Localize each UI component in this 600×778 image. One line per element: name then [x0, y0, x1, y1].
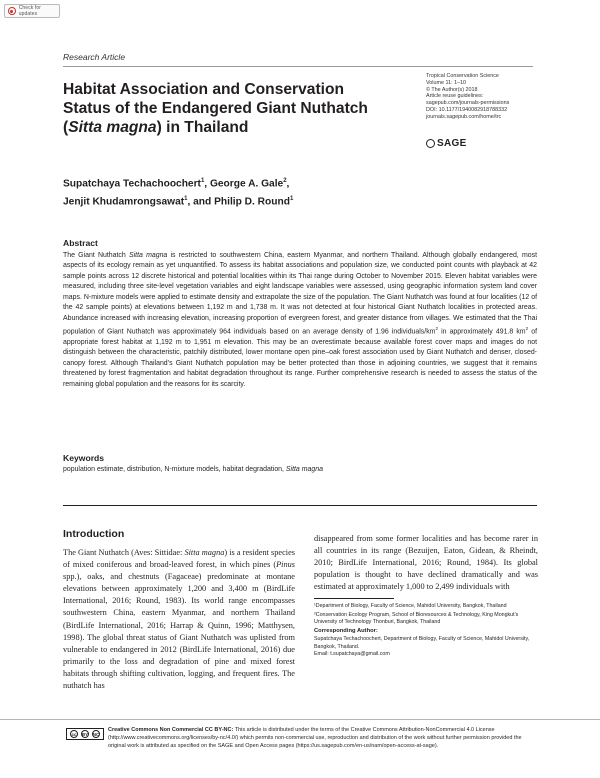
- license-divider: [0, 719, 600, 720]
- introduction-column-1: [63, 547, 295, 692]
- keywords-heading: Keywords: [63, 453, 105, 463]
- keywords-species: Sitta magna: [285, 466, 323, 473]
- paper-title: [63, 80, 413, 137]
- author-3-affil: 1: [184, 195, 188, 202]
- abstract-part: in approximately 491.8 km: [437, 328, 526, 336]
- journal-name: Tropical Conservation Science: [426, 73, 499, 79]
- author-separator: ,: [286, 178, 290, 190]
- author-2: George A. Gale: [209, 178, 284, 190]
- abstract-superscript: 2: [435, 326, 438, 332]
- abstract-heading: Abstract: [63, 238, 98, 248]
- abstract-species: Sitta magna: [128, 252, 168, 259]
- corresponding-email[interactable]: Email: t.supatchaya@gmail.com: [314, 650, 390, 657]
- cc-license-badge: [66, 728, 104, 740]
- section-divider: [63, 505, 537, 506]
- title-line-3-rest: ) in Thailand: [156, 119, 249, 136]
- abstract-part: The Giant Nuthatch: [63, 252, 129, 259]
- author-4: Philip D. Round: [214, 196, 290, 208]
- introduction-heading: Introduction: [63, 528, 125, 540]
- intro-text: The Giant Nuthatch (Aves: Sittidae:: [63, 548, 185, 557]
- check-for-updates-label: Check for updates: [18, 5, 42, 17]
- intro-genus: Pinus: [276, 560, 295, 570]
- affiliation-1: ¹Department of Biology, Faculty of Science, Mahidol University, Bangkok, Thailand: [314, 603, 507, 609]
- author-4-affil: 1: [289, 195, 294, 202]
- abstract-text: [63, 251, 537, 390]
- keywords-text: [63, 465, 537, 475]
- author-list: [63, 174, 403, 210]
- journal-copyright: © The Author(s) 2018: [426, 86, 478, 93]
- sage-logo: [426, 138, 467, 149]
- author-2-affil: 2: [283, 178, 287, 184]
- license-body: This article is distributed under the terms of the Creative Commons Attribution-NonCommercial 4.0 License (http://www.creativecommons.org/licenses/by-nc/4.0/) which permits non-commercial use, reproduction and distribution of the work without further permission provided the original work is attributed as specified on the SAGE and Open Access pages (https://us.sagepub.com/en-us/nam/open-access-at-sage).: [108, 727, 522, 750]
- update-icon: [8, 7, 16, 15]
- journal-doi[interactable]: DOI: 10.1177/1940082918788332: [426, 106, 508, 113]
- author-3: Jenjit Khudamrongsawat: [63, 196, 185, 208]
- title-line-3: [63, 118, 413, 137]
- by-icon: BY: [81, 731, 89, 737]
- nc-icon: NC: [92, 731, 100, 737]
- corresponding-author-heading: Corresponding Author:: [314, 627, 378, 634]
- journal-info: [426, 73, 546, 121]
- footnote-divider: [314, 598, 394, 599]
- title-line-1: Habitat Association and Conservation: [63, 81, 345, 98]
- license-heading: Creative Commons Non Commercial CC BY-NC:: [108, 727, 234, 733]
- title-paren: (: [63, 119, 69, 136]
- check-for-updates-badge[interactable]: [4, 4, 60, 18]
- intro-text: spp.), oaks, and chestnuts (Fagaceae) predominate at montane elevations between approximately 1,200 and 3,400 m (BirdLife International, 2016; Round, 1983). Its world range encompasses southwestern China, eastern Myanmar, and northern Thailand (BirdLife International, 2016; Harrap & Quinn, 1996; Matthysen, 1998). The global threat status of Giant Nuthatch was uplisted from vulnerable to endangered in 2012 (BirdLife International, 2016) due primarily to the loss and degradation of pine and mixed forest habitats through shifting cultivation, logging, and frequent fires. The nuthatch has: [63, 572, 295, 691]
- title-species: Sitta magna: [68, 119, 157, 136]
- title-line-2: Status of the Endangered Giant Nuthatch: [63, 100, 368, 117]
- intro-text-col2: disappeared from some former localities and has become rarer in all countries in its range (Bezuijen, Eaton, Gidean, & Rheindt, 2010; BirdLife International, 2016; Round, 1984). Its global population is thought to have declined dramatically and was estimated at approximately 1,000 to 2,499 individuals with: [314, 534, 538, 592]
- journal-home-link[interactable]: journals.sagepub.com/home/trc: [426, 113, 502, 120]
- author-separator: , and: [187, 196, 215, 208]
- sage-logo-text: SAGE: [437, 138, 467, 149]
- abstract-part: is restricted to southwestern China, eastern Myanmar, and northern Thailand. Although globally endangered, most aspects of its ecology remain as yet unquantified. To assess its habitat associations and population size, we conducted point counts with playback at 42 sample points across 12 discrete historical and potential localities within its Thai range during October to November 2015. Eleven habitat variables were measured, including three site-level vegetation variables and eight landscape variables were assessed, using geographic information system land cover maps. N-mixture models were applied to estimate density and extrapolate the size of the population. The Giant Nuthatch was found at four localities (12 of the 42 sample points) at elevations between 1,192 m and 1,738 m. It was not detected at four historical Giant Nuthatch localities in protected areas. Abundance increased with increasing elevation, increasing proportion of evergreen forest, and greater distance from villages. We estimated that the Thai population of Giant Nuthatch was approximately 964 individuals based on an average density of 1.96 individuals/km: [63, 252, 537, 336]
- keywords-list: population estimate, distribution, N-mixture models, habitat degradation,: [63, 466, 286, 473]
- intro-species: Sitta magna: [184, 548, 225, 557]
- license-text: [108, 726, 540, 751]
- journal-volume: Volume 11: 1–10: [426, 79, 467, 86]
- abstract-superscript: 2: [525, 326, 529, 332]
- abstract-part: of appropriate forest habitat at 1,192 m to 1,951 m elevation. This may be an overestimate because available forest cover maps and images do not distinguish between the characteristic, patchily distributed, lower montane open pine–oak forest association used by Giant Nuthatch and denser, closed-canopy forest. Although Thailand’s Giant Nuthatch population may be better protected than those in adjoining countries, we suggest that it remains threatened by forest fragmentation and habitat degradation throughout its range. Further comprehensive research is needed to assess the status of the remaining global population and the reasons for its scarcity.: [63, 328, 537, 388]
- author-1-affil: 1: [200, 178, 205, 184]
- header-divider: [63, 66, 533, 67]
- affiliation-2: ²Conservation Ecology Program, School of Bioresources & Technology, King Mongkut’s University of Technology Thonburi, Bangkok, Thailand: [314, 611, 519, 625]
- introduction-column-2: [314, 533, 538, 593]
- author-separator: ,: [204, 178, 210, 190]
- corresponding-author: Supatchaya Techachoochert, Department of Biology, Faculty of Science, Mahidol University, Bangkok, Thailand.: [314, 636, 530, 650]
- author-1: Supatchaya Techachoochert: [63, 178, 201, 190]
- intro-text: ) is a resident species of mixed coniferous and broad-leaved forest, in which pines (: [63, 548, 296, 570]
- journal-reuse-link[interactable]: sagepub.com/journals-permissions: [426, 100, 510, 107]
- cc-icon: cc: [71, 731, 77, 737]
- journal-reuse: Article reuse guidelines:: [426, 93, 484, 100]
- article-type: Research Article: [63, 52, 126, 62]
- sage-logo-icon: [426, 139, 435, 148]
- footnotes: [314, 603, 538, 659]
